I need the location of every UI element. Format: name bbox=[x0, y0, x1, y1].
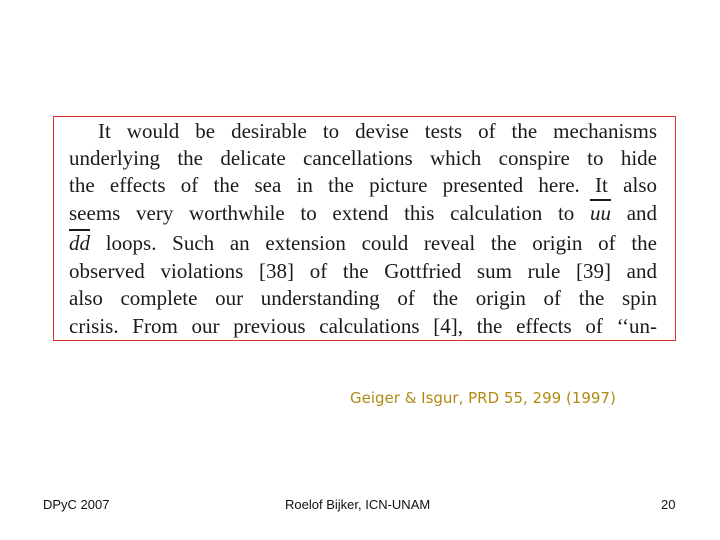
quote-text: loops. Such an extension could reveal the origin of the bbox=[105, 231, 657, 255]
quote-text: seems very worthwhile to extend this calculation to bbox=[69, 201, 575, 225]
uu-symbol: $\overline{uu}$ bbox=[589, 201, 611, 225]
quote-line: crisis. From our previous calculations [4], the effects of ‘‘un- bbox=[69, 314, 657, 338]
quote-text: and bbox=[626, 201, 658, 225]
quote-line bbox=[69, 199, 657, 227]
quote-line: underlying the delicate cancellations which conspire to hide bbox=[69, 146, 657, 170]
quote-line: It would be desirable to devise tests of the mechanisms bbox=[98, 119, 657, 143]
citation: Geiger & Isgur, PRD 55, 299 (1997) bbox=[350, 389, 616, 407]
footer-author: Roelof Bijker, ICN-UNAM bbox=[285, 497, 431, 512]
quote-line: the effects of the sea in the picture presented here. It also bbox=[69, 173, 657, 197]
quote-line bbox=[69, 229, 657, 257]
page-number: 20 bbox=[661, 497, 676, 512]
dd-symbol: $\overline{dd}$ bbox=[69, 231, 90, 255]
quoted-excerpt bbox=[53, 116, 676, 341]
quote-line: observed violations [38] of the Gottfried sum rule [39] and bbox=[69, 259, 657, 283]
quote-line: also complete our understanding of the origin of the spin bbox=[69, 286, 657, 310]
footer-event: DPyC 2007 bbox=[43, 497, 110, 512]
